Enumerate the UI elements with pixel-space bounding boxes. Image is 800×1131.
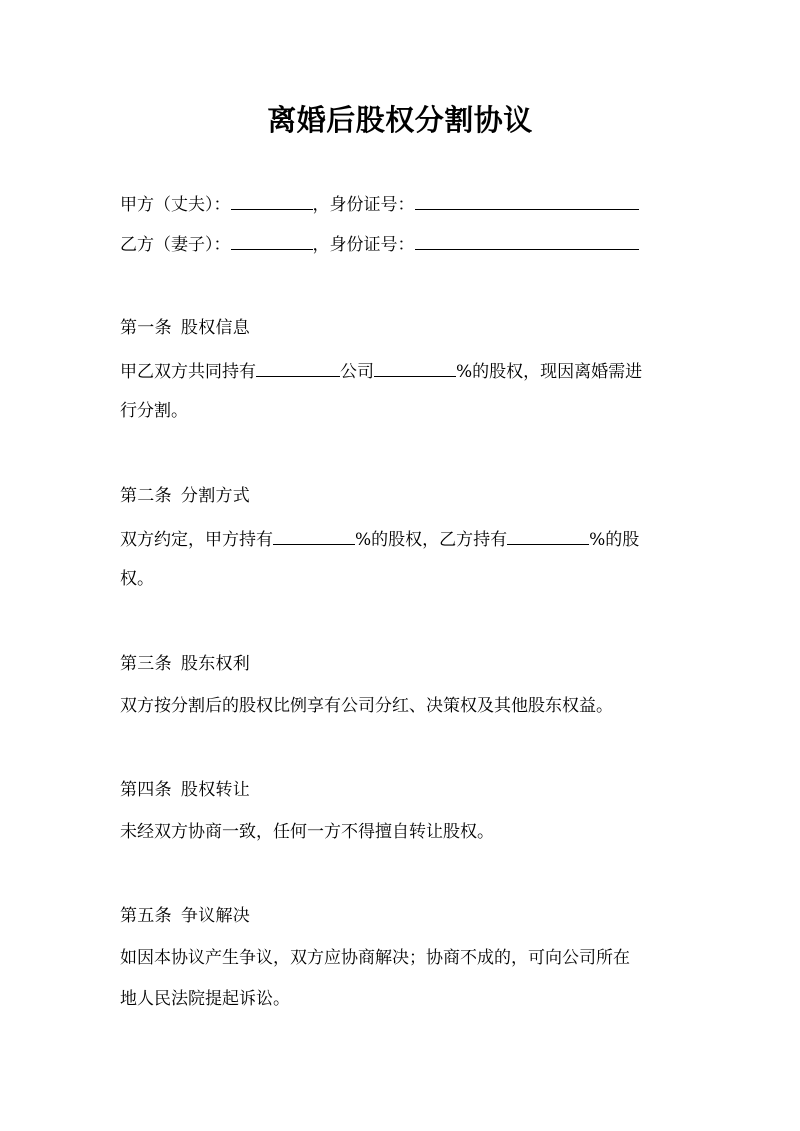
article-2-text-2: %的股权，乙方持有 xyxy=(355,530,508,550)
article-4-name: 股权转让 xyxy=(180,780,251,800)
article-4-text-1: 未经双方协商一致，任何一方不得擅自转让股权。 xyxy=(120,822,494,842)
article-5-text-1: 如因本协议产生争议，双方应协商解决；协商不成的，可向公司所在 xyxy=(120,948,630,968)
article-3-text-1: 双方按分割后的股权比例享有公司分红、决策权及其他股东权益。 xyxy=(120,696,613,716)
article-4-body xyxy=(120,820,494,844)
article-2-body-line-1 xyxy=(120,526,639,552)
article-5-body-line-2 xyxy=(120,987,290,1011)
party-b-name-blank xyxy=(231,231,313,250)
company-name-blank xyxy=(256,358,340,377)
equity-percent-blank xyxy=(374,358,456,377)
article-4-number: 第四条 xyxy=(120,780,172,800)
party-b-id-blank xyxy=(415,231,639,250)
article-2-text-4: 权。 xyxy=(120,569,154,589)
party-b-label: 乙方（妻子）： xyxy=(120,235,231,255)
article-1-text-4: 行分割。 xyxy=(120,401,188,421)
article-3-heading xyxy=(120,652,250,676)
party-a-label: 甲方（丈夫）： xyxy=(120,195,231,215)
article-5-text-2: 地人民法院提起诉讼。 xyxy=(120,989,290,1009)
article-3-name: 股东权利 xyxy=(180,654,251,674)
article-4-heading xyxy=(120,778,250,802)
article-2-heading xyxy=(120,484,250,508)
article-1-name: 股权信息 xyxy=(180,318,251,338)
document-title: 离婚后股权分割协议 xyxy=(267,103,533,137)
article-2-number: 第二条 xyxy=(120,486,172,506)
article-1-text-3: %的股权，现因离婚需进 xyxy=(456,362,643,382)
party-b-line xyxy=(120,231,639,257)
article-1-text-2: 公司 xyxy=(340,362,374,382)
article-2-text-3: %的股 xyxy=(589,530,640,550)
party-a-name-blank xyxy=(231,191,313,210)
article-5-number: 第五条 xyxy=(120,906,172,926)
article-1-heading xyxy=(120,316,250,340)
party-b-percent-blank xyxy=(507,526,589,545)
article-3-body xyxy=(120,694,613,718)
article-1-text-1: 甲乙双方共同持有 xyxy=(120,362,256,382)
article-3-number: 第三条 xyxy=(120,654,172,674)
article-5-heading xyxy=(120,904,250,928)
article-1-body-line-2 xyxy=(120,399,188,423)
party-a-id-blank xyxy=(415,191,639,210)
party-a-id-label: ，身份证号： xyxy=(312,195,415,215)
party-a-line xyxy=(120,191,639,217)
article-2-text-1: 双方约定，甲方持有 xyxy=(120,530,273,550)
party-a-percent-blank xyxy=(273,526,355,545)
party-b-id-label: ，身份证号： xyxy=(312,235,415,255)
article-1-number: 第一条 xyxy=(120,318,172,338)
article-2-name: 分割方式 xyxy=(180,486,251,506)
article-5-body-line-1 xyxy=(120,946,630,970)
article-1-body-line-1 xyxy=(120,358,642,384)
article-2-body-line-2 xyxy=(120,567,154,591)
article-5-name: 争议解决 xyxy=(180,906,251,926)
